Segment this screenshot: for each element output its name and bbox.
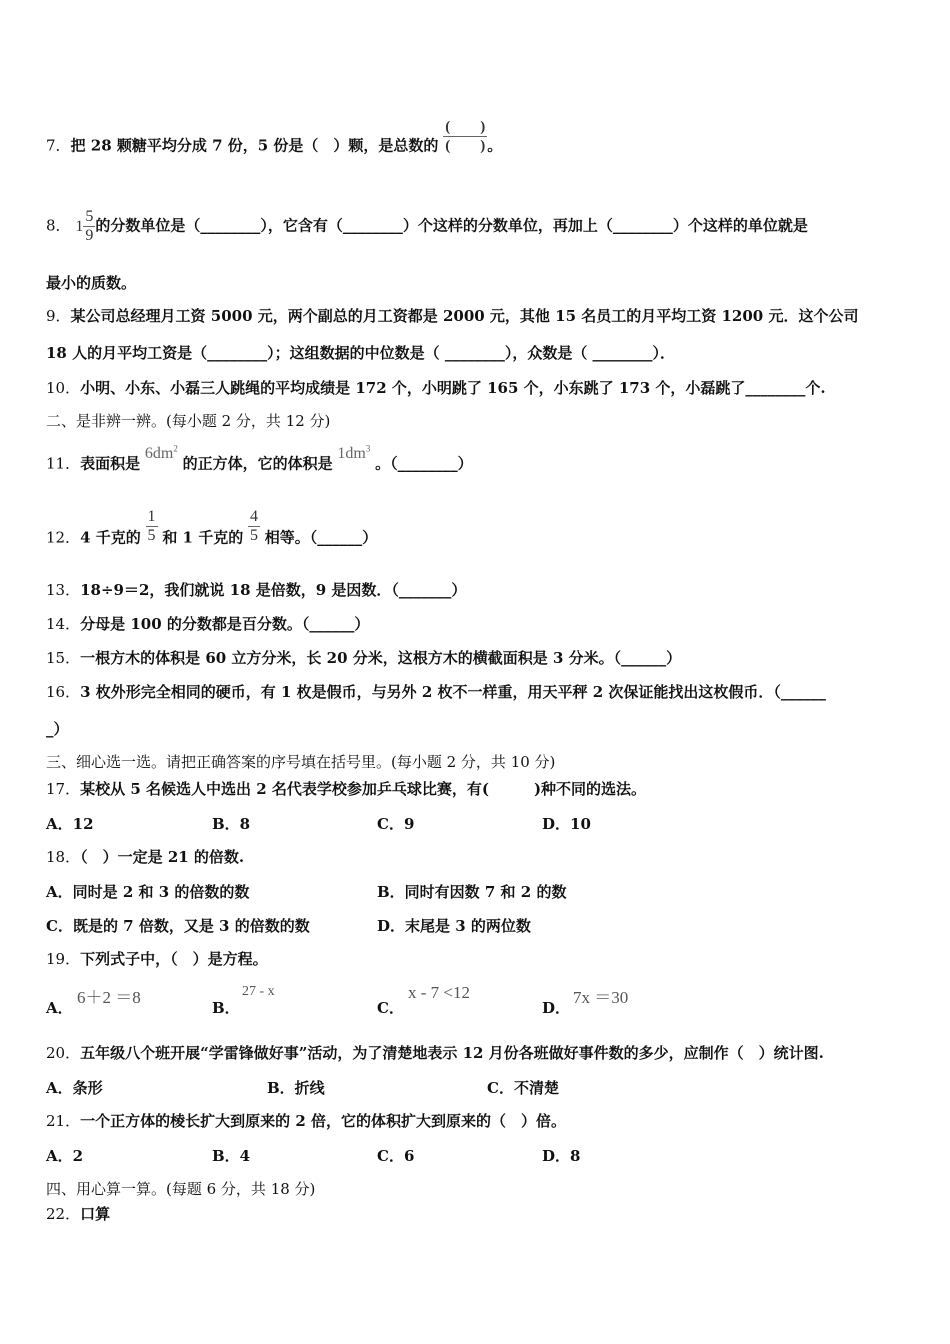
- question-14: 14．分母是 100 的分数都是百分数。（______）: [46, 615, 370, 633]
- q20-option-b[interactable]: B．折线: [267, 1079, 325, 1097]
- q12-text-b: 和 1 千克的: [162, 528, 244, 547]
- q9-line2: 18 人的月平均工资是（________）；这组数据的中位数是（ ________），众数是（ ________）．: [46, 344, 676, 362]
- q7-frac-bottom: ( ): [445, 138, 486, 154]
- q21-option-b[interactable]: B．4: [212, 1147, 251, 1165]
- question-17: 17．某校从 5 名候选人中选出 2 名代表学校参加乒乓球比赛，有( )种不同的选法。: [46, 780, 647, 798]
- question-18: 18．（ ）一定是 21 的倍数.: [46, 848, 245, 866]
- q19-option-b[interactable]: B．: [212, 999, 240, 1017]
- question-19: 19．下列式子中，（ ）是方程。: [46, 950, 268, 968]
- q17-option-d[interactable]: D．10: [542, 815, 591, 833]
- question-21: 21．一个正方体的棱长扩大到原来的 2 倍，它的体积扩大到原来的（ ）倍。: [46, 1112, 566, 1130]
- q7-tail: 。: [487, 136, 503, 155]
- q18-option-c[interactable]: C．既是的 7 倍数，又是 3 的倍数的数: [46, 917, 310, 935]
- q18-option-a[interactable]: A．同时是 2 和 3 的倍数的数: [46, 883, 250, 901]
- q11-text-a: 表面积是: [80, 454, 141, 473]
- q10-text: 小明、小东、小磊三人跳绳的平均成绩是 172 个，小明跳了 165 个，小东跳了 173 个，小磊跳了________个.: [80, 379, 826, 397]
- question-13: 13．18÷9＝2，我们就说 18 是倍数，9 是因数．（_______）: [46, 581, 467, 599]
- question-11: [46, 444, 473, 474]
- q12-text-c: 相等。（______）: [264, 528, 378, 547]
- q20-option-c[interactable]: C．不清楚: [487, 1079, 559, 1097]
- q17-option-a[interactable]: A．12: [46, 815, 94, 833]
- q8-whole: 1: [75, 217, 84, 235]
- q7-number: 7．: [46, 136, 71, 155]
- question-16: 16．3 枚外形完全相同的硬币，有 1 枚是假币，与另外 2 枚不一样重，用天平秤 2 次保证能找出这枚假币．（______: [46, 683, 826, 701]
- q8-text: 的分数单位是（________），它含有（________）个这样的分数单位，再加上（________）个这样的单位就是: [95, 216, 808, 235]
- q9-line1: 某公司总经理月工资 5000 元，两个副总的月工资都是 2000 元，其他 15 名员工的月平均工资 1200 元．这个公司: [70, 307, 859, 325]
- q12-fraction-1: $\frac{1}{5}$: [147, 508, 156, 544]
- q19-expr-b: 27 - x: [242, 984, 275, 999]
- question-12: [46, 508, 378, 557]
- q7-text: 把 28 颗糖平均分成 7 份，5 份是（ ）颗，是总数的: [70, 136, 439, 155]
- q19-expr-a: 6＋2 ＝8: [77, 988, 141, 1007]
- q7-frac-top: ( ): [445, 119, 486, 135]
- q7-fraction: [443, 118, 487, 155]
- q21-option-d[interactable]: D．8: [542, 1147, 581, 1165]
- question-7: [46, 119, 503, 165]
- question-20: 20．五年级八个班开展“学雷锋做好事”活动，为了清楚地表示 12 月份各班做好事件数的多少，应制作（ ）统计图.: [46, 1044, 824, 1062]
- q17-option-c[interactable]: C．9: [377, 815, 415, 833]
- section-4-heading: 四、用心算一算。(每题 6 分，共 18 分): [46, 1180, 316, 1198]
- q18-option-b[interactable]: B．同时有因数 7 和 2 的数: [377, 883, 567, 901]
- q12-number: 12．: [46, 528, 81, 547]
- q21-option-c[interactable]: C．6: [377, 1147, 415, 1165]
- q11-math-2: $1dm^3$: [337, 444, 371, 463]
- q19-expr-d: 7x ＝30: [573, 988, 629, 1007]
- q19-option-a[interactable]: A．: [46, 999, 73, 1017]
- q11-math-1: $6dm^2$: [144, 444, 178, 463]
- question-9: [46, 306, 858, 326]
- q11-number: 11．: [46, 454, 81, 473]
- q16-line2: _）: [46, 720, 69, 738]
- q19-option-d[interactable]: D．: [542, 999, 571, 1017]
- q12-fraction-2: $\frac{4}{5}$: [250, 508, 258, 544]
- question-22: 22．口算: [46, 1205, 111, 1223]
- q21-option-a[interactable]: A．2: [46, 1147, 84, 1165]
- q11-text-c: 。（________）: [375, 454, 473, 473]
- q8-number: 8．: [46, 216, 71, 235]
- question-15: 15．一根方木的体积是 60 立方分米，长 20 分米，这根方木的横截面积是 3 分米。（______）: [46, 649, 682, 667]
- q11-text-b: 的正方体，它的体积是: [182, 454, 333, 473]
- q9-number: 9．: [46, 307, 71, 325]
- question-10: [46, 378, 826, 398]
- q12-text-a: 4 千克的: [80, 528, 141, 547]
- q10-number: 10．: [46, 379, 81, 397]
- q8-line2: 最小的质数。: [46, 274, 137, 292]
- q8-frac-bottom: 9: [85, 227, 94, 244]
- q17-option-b[interactable]: B．8: [212, 815, 251, 833]
- question-8: [46, 208, 808, 245]
- q8-frac-top: 5: [85, 208, 94, 225]
- q8-mixed-number: [75, 208, 95, 245]
- section-3-heading: 三、细心选一选。请把正确答案的序号填在括号里。(每小题 2 分，共 10 分): [46, 753, 556, 771]
- section-2-heading: 二、是非辨一辨。(每小题 2 分，共 12 分): [46, 412, 331, 430]
- q19-option-c[interactable]: C．: [377, 999, 404, 1017]
- q19-expr-c: x - 7 <12: [408, 983, 470, 1002]
- q18-option-d[interactable]: D．末尾是 3 的两位数: [377, 917, 531, 935]
- q20-option-a[interactable]: A．条形: [46, 1079, 103, 1097]
